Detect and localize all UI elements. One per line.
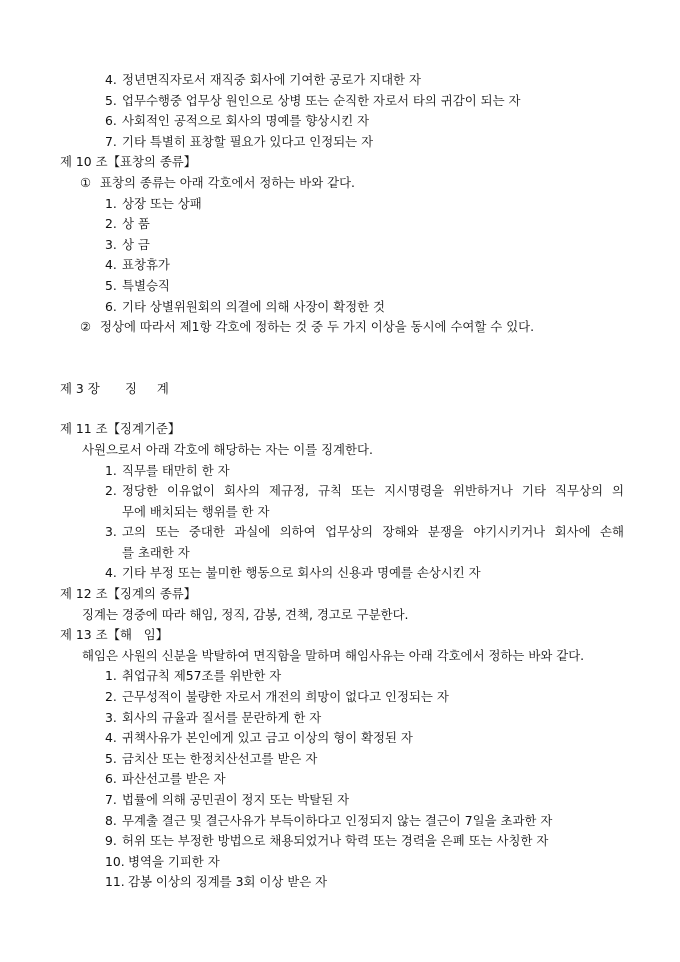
item-number: 2.: [105, 483, 117, 499]
paragraph-text: 사원으로서 아래 각호에 해당하는 자는 이를 징계한다.: [82, 441, 373, 457]
item-text: 업무수행중 업무상 원인으로 상병 또는 순직한 자로서 타의 귀감이 되는 자: [122, 92, 521, 108]
list-item: [0, 91, 680, 112]
paragraph-text: 표창의 종류는 아래 각호에서 정하는 바와 같다.: [100, 174, 355, 190]
article10-list: [0, 194, 680, 318]
list-item: [0, 769, 680, 790]
list-item: [0, 708, 680, 729]
item-number: 5.: [105, 277, 117, 293]
list-item-continuation: [0, 543, 680, 564]
item-number: 6.: [105, 113, 117, 129]
item-text: 기타 부정 또는 불미한 행동으로 회사의 신용과 명예를 손상시킨 자: [122, 565, 481, 581]
item-number: 4.: [105, 72, 117, 87]
item-text: 근무성적이 불량한 자로서 개전의 희망이 없다고 인정되는 자: [122, 689, 449, 705]
article-heading: 제 10 조【표창의 종류】: [60, 154, 197, 170]
item-number: 3.: [105, 709, 117, 725]
item-number: 7.: [105, 792, 117, 807]
item-number: 5.: [105, 750, 117, 766]
list-item: [0, 687, 680, 708]
section-spacer: [0, 399, 680, 419]
list-item: [0, 728, 680, 749]
article9-list: [0, 70, 680, 152]
list-item: [0, 831, 680, 852]
item-text: 사회적인 공적으로 회사의 명예를 향상시킨 자: [122, 113, 370, 129]
article11-list: [0, 461, 680, 585]
list-item: [0, 214, 680, 235]
item-text: 상 금: [122, 236, 150, 252]
item-text: 금치산 또는 한정치산선고를 받은 자: [122, 750, 318, 766]
item-text: 상 품: [122, 216, 150, 232]
list-item: [0, 297, 680, 318]
article-10-paragraph-1: [0, 173, 680, 194]
item-number: 2.: [105, 216, 117, 232]
chapter-title: 징 계: [125, 380, 177, 396]
article13-list: [0, 666, 680, 893]
list-item: [0, 666, 680, 687]
article-heading: 제 12 조【징계의 종류】: [60, 586, 197, 602]
item-text: 무에 배치되는 행위를 한 자: [122, 503, 270, 519]
document-page: [0, 70, 680, 893]
item-number: 4.: [105, 730, 117, 746]
item-number: 3.: [105, 236, 117, 252]
list-item: [0, 749, 680, 770]
list-item: [0, 111, 680, 132]
item-text: 병역을 기피한 자: [128, 853, 220, 869]
item-number: 10.: [105, 853, 125, 869]
item-text: 특별승직: [122, 277, 170, 293]
item-text: 상장 또는 상패: [122, 195, 202, 211]
item-number: 7.: [105, 133, 117, 149]
item-text: 허위 또는 부정한 방법으로 채용되었거나 학력 또는 경력을 은폐 또는 사칭한 자: [122, 833, 549, 849]
article-11-intro: [0, 440, 680, 461]
paragraph-marker: ①: [80, 174, 92, 190]
list-item: [0, 461, 680, 482]
item-text: 표창휴가: [122, 257, 170, 273]
item-text: 기타 상별위원회의 의결에 의해 사장이 확정한 것: [122, 298, 386, 314]
article-10-title: [0, 152, 680, 173]
item-text: 무계출 결근 및 결근사유가 부득이하다고 인정되지 않는 결근이 7일을 초과한 자: [122, 812, 553, 828]
chapter-label: 제 3 장: [60, 380, 100, 396]
article-12-title: [0, 584, 680, 605]
paragraph-marker: ②: [80, 319, 92, 335]
list-item: [0, 563, 680, 584]
item-text: 감봉 이상의 징계를 3회 이상 받은 자: [128, 874, 328, 890]
item-number: 1.: [105, 668, 117, 684]
list-item: [0, 811, 680, 832]
item-number: 8.: [105, 812, 117, 828]
list-item: [0, 481, 680, 502]
item-number: 4.: [105, 565, 117, 581]
article-10-paragraph-2: [0, 317, 680, 338]
item-number: 9.: [105, 833, 117, 849]
item-text: 고의 또는 중대한 과실에 의하여 업무상의 장해와 분쟁을 야기시키거나 회사에 손해: [122, 524, 624, 540]
list-item: [0, 852, 680, 873]
item-text: 취업규칙 제57조를 위반한 자: [122, 668, 282, 684]
item-number: 3.: [105, 524, 117, 540]
paragraph-text: 징계는 경중에 따라 해임, 정직, 감봉, 견책, 경고로 구분한다.: [82, 606, 409, 622]
list-item: [0, 790, 680, 811]
item-number: 2.: [105, 689, 117, 705]
list-item: [0, 522, 680, 543]
item-text: 법률에 의해 공민권이 정지 또는 박탈된 자: [122, 792, 350, 807]
item-text: 정년면직자로서 재직중 회사에 기여한 공로가 지대한 자: [122, 72, 421, 87]
list-item: [0, 872, 680, 893]
list-item: [0, 70, 680, 91]
item-text: 직무를 태만히 한 자: [122, 462, 230, 478]
article-13-intro: [0, 646, 680, 667]
article-12-body: [0, 605, 680, 626]
item-number: 6.: [105, 298, 117, 314]
list-item: [0, 276, 680, 297]
paragraph-text: 해임은 사원의 신분을 박탈하여 면직함을 말하며 해임사유는 아래 각호에서 정하는 바와 같다.: [82, 647, 585, 663]
item-text: 파산선고를 받은 자: [122, 771, 226, 787]
list-item: [0, 132, 680, 153]
item-number: 1.: [105, 462, 117, 478]
article-11-title: [0, 419, 680, 440]
article-13-title: [0, 625, 680, 646]
section-spacer: [0, 338, 680, 379]
item-number: 11.: [105, 874, 125, 890]
item-text: 기타 특별히 표창할 필요가 있다고 인정되는 자: [122, 133, 374, 149]
item-text: 귀책사유가 본인에게 있고 금고 이상의 형이 확정된 자: [122, 730, 413, 746]
list-item: [0, 235, 680, 256]
paragraph-text: 정상에 따라서 제1항 각호에 정하는 것 중 두 가지 이상을 동시에 수여할 수 있다.: [100, 319, 535, 335]
item-number: 1.: [105, 195, 117, 211]
item-number: 4.: [105, 257, 117, 273]
article-heading: 제 11 조【징계기준】: [60, 421, 181, 437]
item-number: 6.: [105, 771, 117, 787]
item-text: 회사의 규율과 질서를 문란하게 한 자: [122, 709, 322, 725]
list-item-continuation: [0, 502, 680, 523]
article-heading: 제 13 조【해 임】: [60, 627, 169, 643]
item-text: 를 초래한 자: [122, 544, 190, 560]
item-number: 5.: [105, 92, 117, 108]
list-item: [0, 194, 680, 215]
chapter-heading: [0, 379, 680, 400]
list-item: [0, 255, 680, 276]
item-text: 정당한 이유없이 회사의 제규정, 규칙 또는 지시명령을 위반하거나 기타 직무상의 의: [122, 483, 624, 499]
